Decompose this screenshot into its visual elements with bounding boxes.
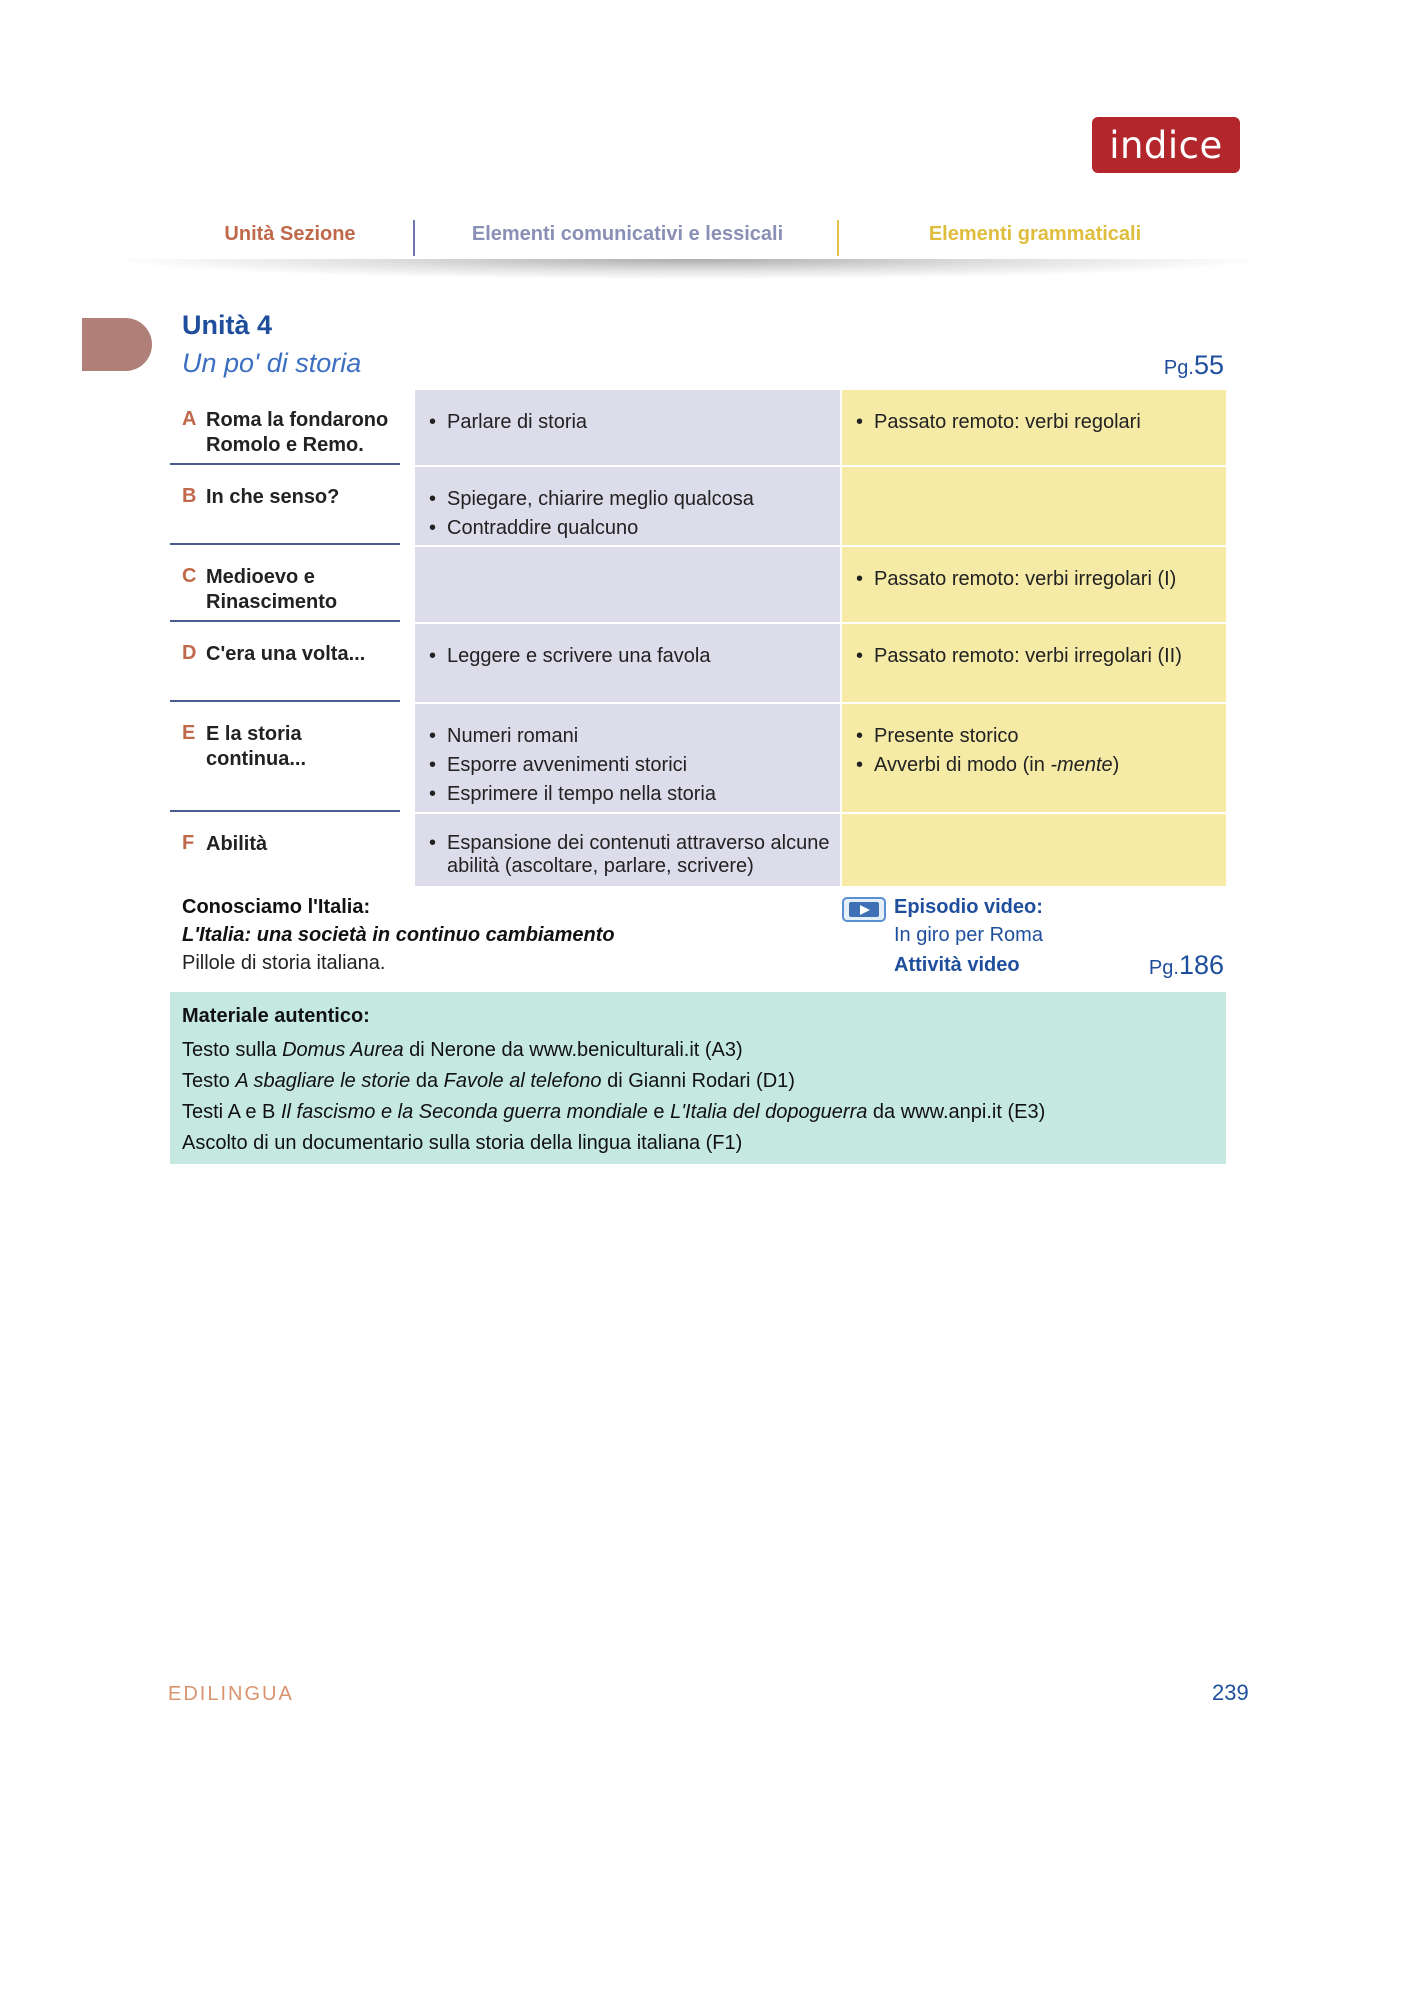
video-activity-link[interactable]: Attività video: [894, 954, 1020, 976]
section-label: In che senso?: [206, 486, 340, 508]
section-cell[interactable]: [170, 467, 400, 545]
column-header-unit-section: Unità Sezione: [224, 223, 356, 245]
table-row: [170, 704, 1226, 812]
play-icon: [849, 902, 879, 917]
communicative-cell: [415, 624, 840, 702]
material-text: di Gianni Rodari (D1): [601, 1070, 795, 1092]
footer-page-number: 239: [1212, 1680, 1249, 1705]
unit-subtitle: Un po' di storia: [182, 348, 362, 378]
material-italic: Favole al telefono: [443, 1070, 602, 1092]
table-row: [170, 390, 1226, 465]
section-letter: F: [182, 832, 195, 854]
list-item: • Passato remoto: verbi irregolari (I): [854, 565, 1218, 594]
column-header-grammar: Elementi grammaticali: [928, 223, 1142, 245]
indice-button[interactable]: indice: [1092, 117, 1240, 173]
list-item: • Presente storico: [854, 722, 1218, 751]
row-divider: [170, 543, 400, 545]
grammar-cell: [842, 547, 1226, 622]
table-row: [170, 624, 1226, 702]
column-divider: [837, 220, 839, 256]
section-cell[interactable]: [170, 547, 400, 622]
list-item: • Esprimere il tempo nella storia: [427, 780, 832, 809]
material-text: da www.anpi.it (E3): [867, 1101, 1046, 1123]
grammar-cell: [842, 624, 1226, 702]
material-line: Ascolto di un documentario sulla storia della lingua italiana (F1): [182, 1132, 743, 1154]
material-italic: A sbagliare le storie: [235, 1070, 411, 1092]
section-cell[interactable]: [170, 390, 400, 465]
communicative-cell: [415, 704, 840, 812]
material-text: da: [410, 1070, 444, 1092]
list-item: • Esporre avvenimenti storici: [427, 751, 832, 780]
column-header-communicative: Elementi comunicativi e lessicali: [471, 223, 784, 245]
communicative-cell: [415, 814, 840, 886]
material-line: [182, 1066, 1045, 1097]
row-divider: [170, 620, 400, 622]
page-number: 55: [1193, 350, 1224, 380]
knowing-italy-title: Conosciamo l'Italia:: [182, 896, 371, 918]
material-line: [182, 1035, 1045, 1066]
page-prefix: Pg.: [1148, 957, 1179, 979]
section-label: C'era una volta...: [206, 643, 366, 665]
list-item: • Espansione dei contenuti attraverso alcune abilità (ascoltare, parlare, scrivere): [427, 832, 832, 878]
section-label: E la storia continua...: [206, 723, 306, 770]
video-episode-name[interactable]: In giro per Roma: [894, 924, 1043, 946]
section-letter: D: [182, 642, 197, 664]
section-letter: C: [182, 565, 197, 587]
material-line: [182, 1097, 1045, 1128]
section-label: Abilità: [206, 833, 268, 855]
publisher-logo: EDILINGUA: [168, 1683, 294, 1705]
list-item: [854, 751, 1218, 780]
list-item: • Passato remoto: verbi irregolari (II): [854, 642, 1218, 671]
unit-page-ref[interactable]: [1164, 350, 1224, 381]
video-play-icon[interactable]: [842, 897, 886, 922]
list-item: • Numeri romani: [427, 722, 832, 751]
knowing-italy-text: Pillole di storia italiana.: [182, 952, 386, 974]
section-label: Roma la fondarono Romolo e Remo.: [206, 409, 389, 456]
list-item: • Leggere e scrivere una favola: [427, 642, 832, 671]
header-shadow-divider: [120, 259, 1260, 279]
table-row: [170, 547, 1226, 622]
material-italic: L'Italia del dopoguerra: [670, 1101, 868, 1123]
material-text: Testo: [182, 1070, 236, 1092]
row-divider: [170, 700, 400, 702]
communicative-cell: [415, 547, 840, 622]
list-item-text: Avverbi di modo (in: [874, 754, 1051, 776]
unit-title: Unità 4: [182, 310, 273, 340]
unit-tab-marker: [82, 318, 152, 371]
communicative-cell: [415, 390, 840, 465]
material-italic: Domus Aurea: [282, 1039, 404, 1061]
material-text: e: [647, 1101, 671, 1123]
list-item-italic: -mente: [1050, 754, 1113, 776]
grammar-cell: [842, 467, 1226, 545]
section-cell[interactable]: [170, 704, 400, 812]
list-item: • Spiegare, chiarire meglio qualcosa: [427, 485, 832, 514]
section-cell[interactable]: [170, 624, 400, 702]
material-italic: Il fascismo e la Seconda guerra mondiale: [280, 1101, 648, 1123]
section-letter: A: [182, 408, 197, 430]
knowing-italy-subtitle: L'Italia: una società in continuo cambiamento: [182, 924, 615, 946]
list-item: • Contraddire qualcuno: [427, 514, 832, 543]
page-prefix: Pg.: [1163, 357, 1194, 379]
video-episode-title[interactable]: Episodio video:: [894, 896, 1043, 918]
video-page-ref[interactable]: [1149, 950, 1224, 981]
page-number: 186: [1178, 950, 1224, 980]
table-row: [170, 814, 1226, 886]
material-text: di Nerone da www.beniculturali.it (A3): [403, 1039, 743, 1061]
authentic-material-box: [170, 992, 1226, 1164]
material-text: Testo sulla: [182, 1039, 283, 1061]
row-divider: [170, 463, 400, 465]
communicative-cell: [415, 467, 840, 545]
grammar-cell: [842, 814, 1226, 886]
section-label: Medioevo e Rinascimento: [206, 566, 338, 613]
section-letter: B: [182, 485, 197, 507]
list-item: • Passato remoto: verbi regolari: [854, 408, 1218, 437]
section-cell[interactable]: [170, 814, 400, 886]
section-letter: E: [182, 722, 196, 744]
grammar-cell: [842, 390, 1226, 465]
table-row: [170, 467, 1226, 545]
material-title: Materiale autentico:: [182, 1005, 370, 1027]
material-text: Testi A e B: [182, 1101, 281, 1123]
list-item: • Parlare di storia: [427, 408, 832, 437]
list-item-text: ): [1112, 754, 1120, 776]
row-divider: [170, 810, 400, 812]
grammar-cell: [842, 704, 1226, 812]
